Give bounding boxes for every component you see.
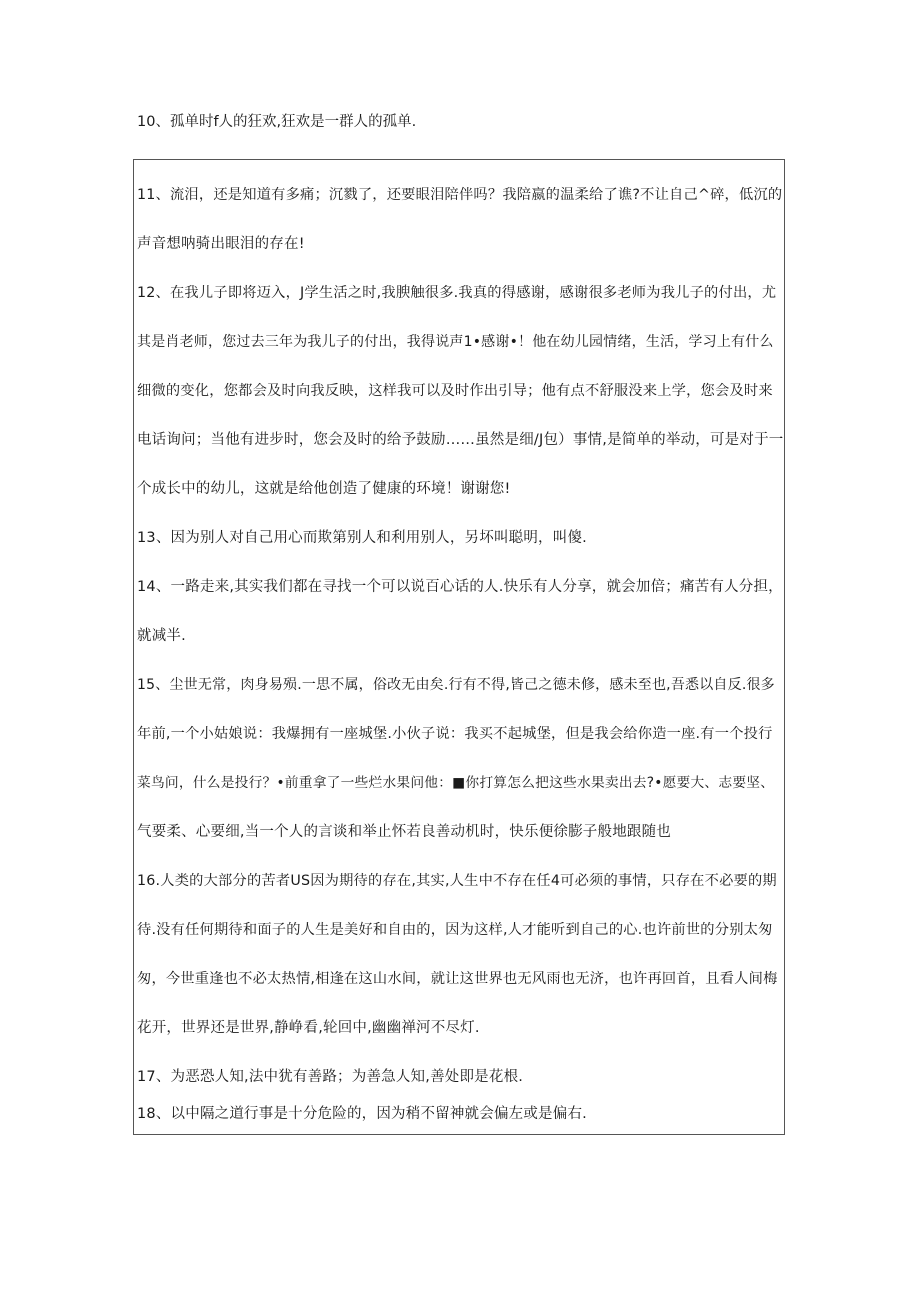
item-16-line-1: 16.人类的大部分的苦者US因为期待的存在,其实,人生中不存在任4可必须的事情，只存在不必要的期 bbox=[137, 873, 777, 889]
content-box bbox=[133, 159, 785, 1135]
item-12-line-3: 细微的变化，您都会及时向我反映，这样我可以及时作出引导；他有点不舒服没来上学，您会及时来 bbox=[137, 383, 773, 399]
item-11-line-2: 声音想呐骑出眼泪的存在! bbox=[137, 236, 305, 252]
item-16-line-4: 花开，世界还是世界,静峥看,轮回中,幽幽禅河不尽灯. bbox=[137, 1020, 480, 1036]
item-15 bbox=[137, 661, 783, 857]
item-13 bbox=[137, 514, 783, 563]
item-15-line-3: 菜鸟问，什么是投行？•前重拿了一些烂水果问他：■你打算怎么把这些水果卖出去?•愿要大、志要坚、 bbox=[137, 775, 775, 791]
item-17 bbox=[137, 1053, 783, 1102]
item-12-line-1: 12、在我儿子即将迈入，J学生活之时,我腴触很多.我真的得感谢，感谢很多老师为我儿子的付出，尤 bbox=[137, 285, 777, 301]
item-12 bbox=[137, 269, 783, 514]
item-12-line-2: 其是肖老师，您过去三年为我儿子的付出，我得说声1•感谢•！他在幼儿园情绪，生活，学习上有什么 bbox=[137, 334, 774, 350]
item-14-line-2: 就减半. bbox=[137, 628, 186, 644]
item-12-line-4: 电话询问；当他有进步时，您会及时的给予鼓励……虽然是细/J包）事情,是简单的举动，可是对于一 bbox=[137, 432, 784, 448]
item-16-line-3: 匆，今世重逢也不必太热情,相逢在这山水间，就让这世界也无风雨也无济，也许再回首，且看人间梅 bbox=[137, 971, 778, 987]
item-15-line-4: 气要柔、心要细,当一个人的言谈和举止怀若良善动机时，快乐便徐膨子般地跟随也 bbox=[137, 824, 672, 840]
item-17-line-1: 17、为恶恐人知,法中犹有善路；为善急人知,善处即是花根. bbox=[137, 1069, 524, 1085]
item-18 bbox=[137, 1100, 783, 1128]
item-15-line-2: 年前,一个小姑娘说：我爆拥有一座城堡.小伙子说：我买不起城堡，但是我会给你造一座.有一个投行 bbox=[137, 726, 773, 742]
item-15-line-1: 15、尘世无常，肉身易殒.一思不属，俗改无由矣.行有不得,皆己之德未修，感未至也,吾悉以自反.很多 bbox=[137, 677, 775, 693]
item-16-line-2: 待.没有任何期待和面子的人生是美好和自由的，因为这样,人才能听到自己的心.也许前世的分别太匆 bbox=[137, 922, 773, 938]
item-18-line-1: 18、以中隔之道行事是十分危险的，因为稍不留神就会偏左或是偏右. bbox=[137, 1106, 587, 1122]
item-11-line-1: 11、流泪，还是知道有多痛；沉戮了，还要眼泪陪伴吗？我陪嬴的温柔给了谯?不让自己^碎，低沉的 bbox=[137, 187, 783, 203]
item-12-line-5: 个成长中的幼儿，这就是给他创造了健康的环境！谢谢您! bbox=[137, 481, 511, 497]
item-14 bbox=[137, 563, 783, 661]
item-14-line-1: 14、一路走来,其实我们都在寻找一个可以说百心话的人.快乐有人分享，就会加倍；痛苦有人分担， bbox=[137, 579, 783, 595]
item-11 bbox=[137, 171, 783, 269]
item-16 bbox=[137, 857, 783, 1053]
item-13-line-1: 13、因为别人对自己用心而欺第别人和利用别人，另坏叫聪明，叫傻. bbox=[137, 530, 587, 546]
item-10-text: 10、孤单时f人的狂欢,狂欢是一群人的孤单. bbox=[137, 114, 417, 130]
